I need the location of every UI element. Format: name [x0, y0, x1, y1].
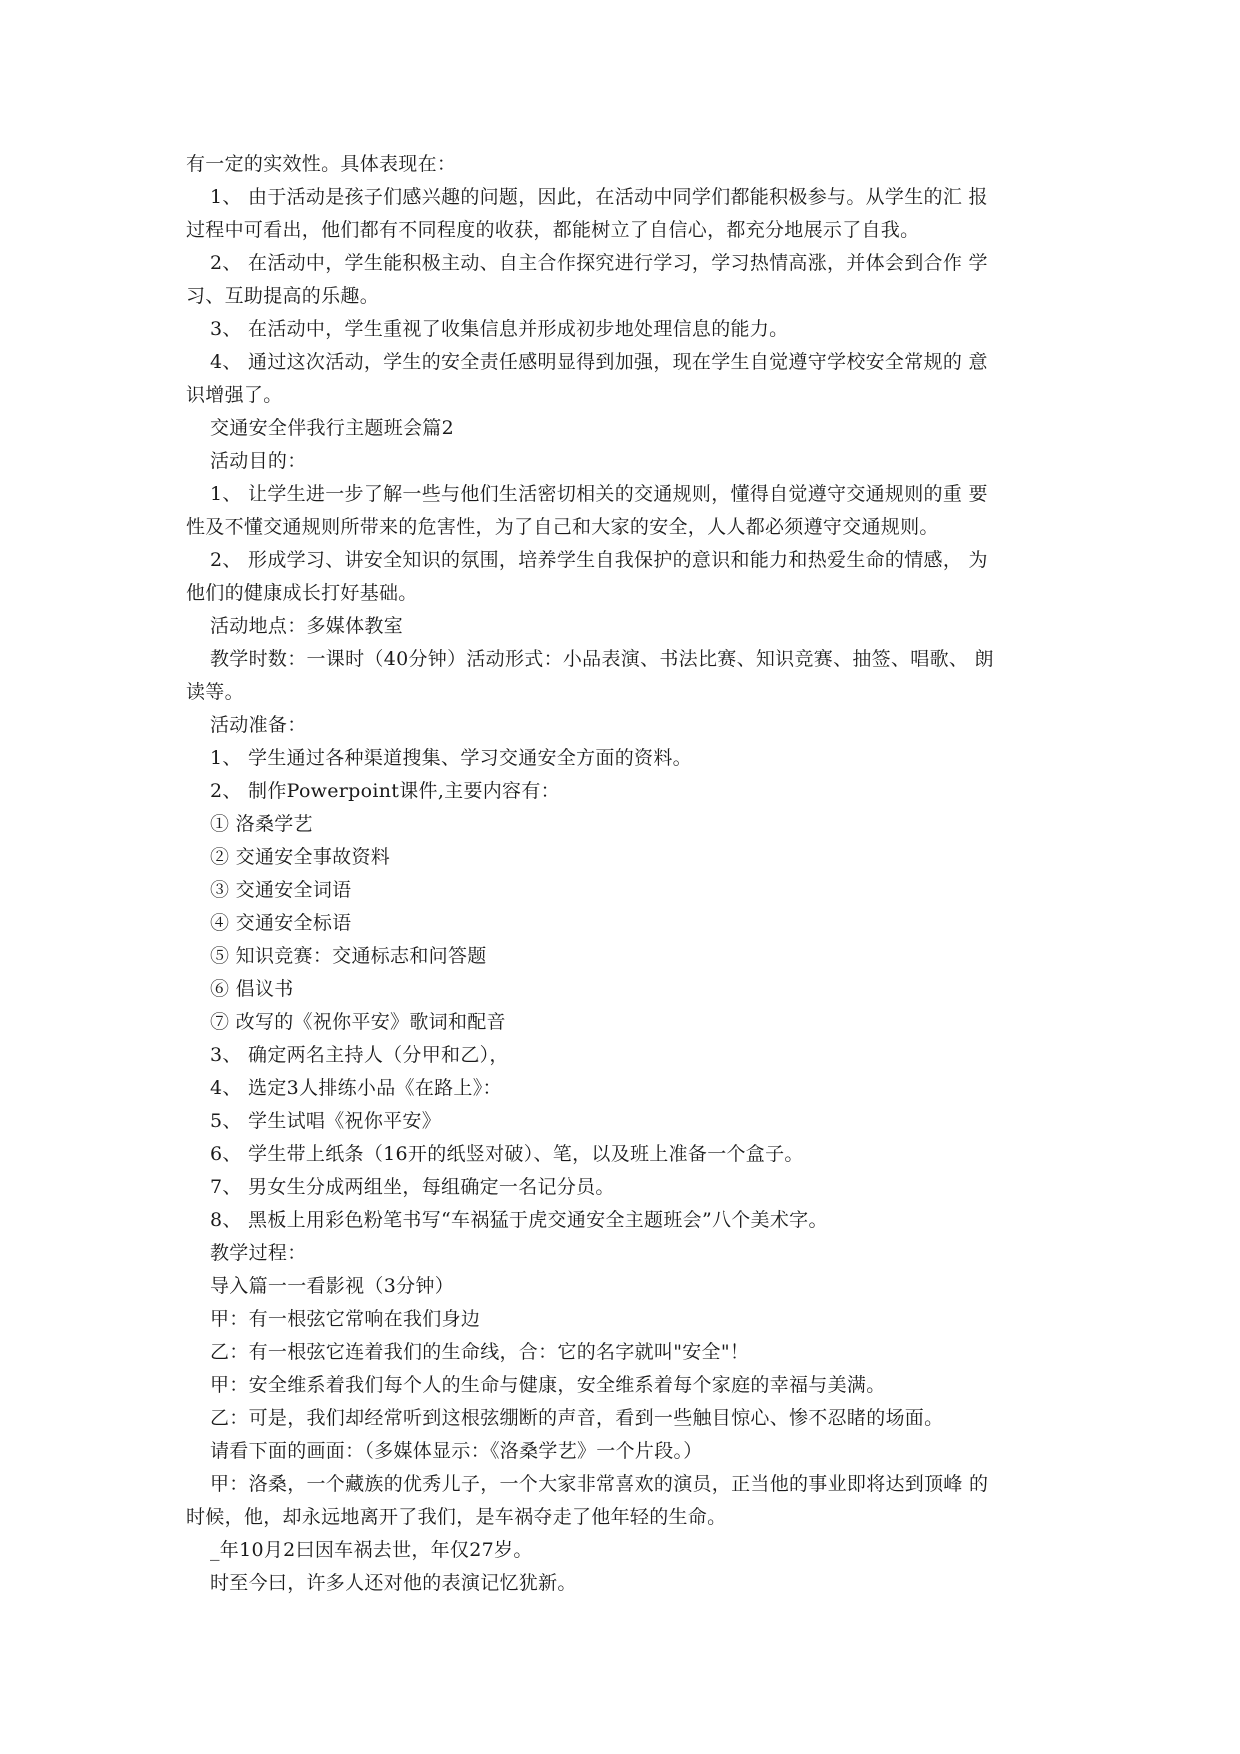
text-line: 过程中可看出，他们都有不同程度的收获，都能树立了自信心，都充分地展示了自我。	[186, 219, 920, 241]
sub-list-item: ⑥ 倡议书	[210, 978, 294, 1000]
dialogue-line: 甲：安全维系着我们每个人的生命与健康，安全维系着每个家庭的幸福与美满。	[210, 1374, 886, 1396]
section-heading: 交通安全伴我行主题班会篇2	[210, 417, 454, 439]
list-item: 2、 在活动中，学生能积极主动、自主合作探究进行学习，学习热情高涨，并体会到合作 学	[210, 252, 988, 274]
list-item: 1、 由于活动是孩子们感兴趣的问题，因此，在活动中同学们都能积极参与。从学生的汇 报	[210, 186, 988, 208]
list-item: 8、 黑板上用彩色粉笔书写“车祸猛于虎交通安全主题班会”八个美术字。	[210, 1209, 828, 1231]
dialogue-line: 甲：洛桑，一个藏族的优秀儿子，一个大家非常喜欢的演员，正当他的事业即将达到顶峰 的	[210, 1473, 989, 1495]
text-line: 导入篇一一看影视（3分钟）	[210, 1275, 454, 1297]
sub-list-item: ⑤ 知识竞赛：交通标志和问答题	[210, 945, 487, 967]
subsection-heading: 活动准备：	[210, 714, 307, 736]
list-item: 6、 学生带上纸条（16开的纸竖对破）、笔，以及班上准备一个盒子。	[210, 1143, 804, 1165]
sub-list-item: ④ 交通安全标语	[210, 912, 352, 934]
list-item: 1、 学生通过各种渠道搜集、学习交通安全方面的资料。	[210, 747, 692, 769]
text-line: 活动地点：多媒体教室	[210, 615, 404, 637]
sub-list-item: ⑦ 改写的《祝你平安》歌词和配音	[210, 1011, 506, 1033]
dialogue-line: 甲：有一根弦它常响在我们身边	[210, 1308, 481, 1330]
dialogue-line: 乙：可是，我们却经常听到这根弦绷断的声音，看到一些触目惊心、惨不忍睹的场面。	[210, 1407, 944, 1429]
list-item: 7、 男女生分成两组坐，每组确定一名记分员。	[210, 1176, 615, 1198]
list-item: 2、 制作Powerpoint课件,主要内容有：	[210, 780, 560, 802]
dialogue-line: 乙：有一根弦它连着我们的生命线，合：它的名字就叫"安全"！	[210, 1341, 750, 1363]
list-item: 4、 通过这次活动，学生的安全责任感明显得到加强，现在学生自觉遵守学校安全常规的 意	[210, 351, 988, 373]
sub-list-item: ③ 交通安全词语	[210, 879, 352, 901]
text-line: 时候，他，却永远地离开了我们，是车祸夺走了他年轻的生命。	[186, 1506, 727, 1528]
list-item: 1、 让学生进一步了解一些与他们生活密切相关的交通规则，懂得自觉遵守交通规则的重 要	[210, 483, 988, 505]
text-line: 性及不懂交通规则所带来的危害性，为了自己和大家的安全，人人都必须遵守交通规则。	[186, 516, 939, 538]
text-line: 习、互助提高的乐趣。	[186, 285, 380, 307]
list-item: 4、 选定3人排练小品《在路上》：	[210, 1077, 502, 1099]
text-line: 他们的健康成长打好基础。	[186, 582, 418, 604]
text-line: 识增强了。	[186, 384, 283, 406]
list-item: 2、 形成学习、讲安全知识的氛围，培养学生自我保护的意识和能力和热爱生命的情感， 为	[210, 549, 988, 571]
subsection-heading: 教学过程：	[210, 1242, 307, 1264]
text-line: 教学时数：一课时（40分钟）活动形式：小品表演、书法比赛、知识竞赛、抽签、唱歌、 朗	[210, 648, 994, 670]
text-line: 有一定的实效性。具体表现在：	[186, 153, 457, 175]
list-item: 3、 在活动中，学生重视了收集信息并形成初步地处理信息的能力。	[210, 318, 789, 340]
list-item: 5、 学生试唱《祝你平安》	[210, 1110, 442, 1132]
subsection-heading: 活动目的：	[210, 450, 307, 472]
text-line: _年10月2曰因车祸去世，年仅27岁。	[210, 1539, 533, 1561]
list-item: 3、 确定两名主持人（分甲和乙），	[210, 1044, 509, 1066]
text-line: 时至今曰，许多人还对他的表演记忆犹新。	[210, 1572, 577, 1594]
text-line: 读等。	[186, 681, 244, 703]
sub-list-item: ② 交通安全事故资料	[210, 846, 391, 868]
document-body	[186, 148, 1056, 1600]
sub-list-item: ① 洛桑学艺	[210, 813, 313, 835]
text-line: 请看下面的画面：（多媒体显示：《洛桑学艺》一个片段。）	[210, 1440, 703, 1462]
